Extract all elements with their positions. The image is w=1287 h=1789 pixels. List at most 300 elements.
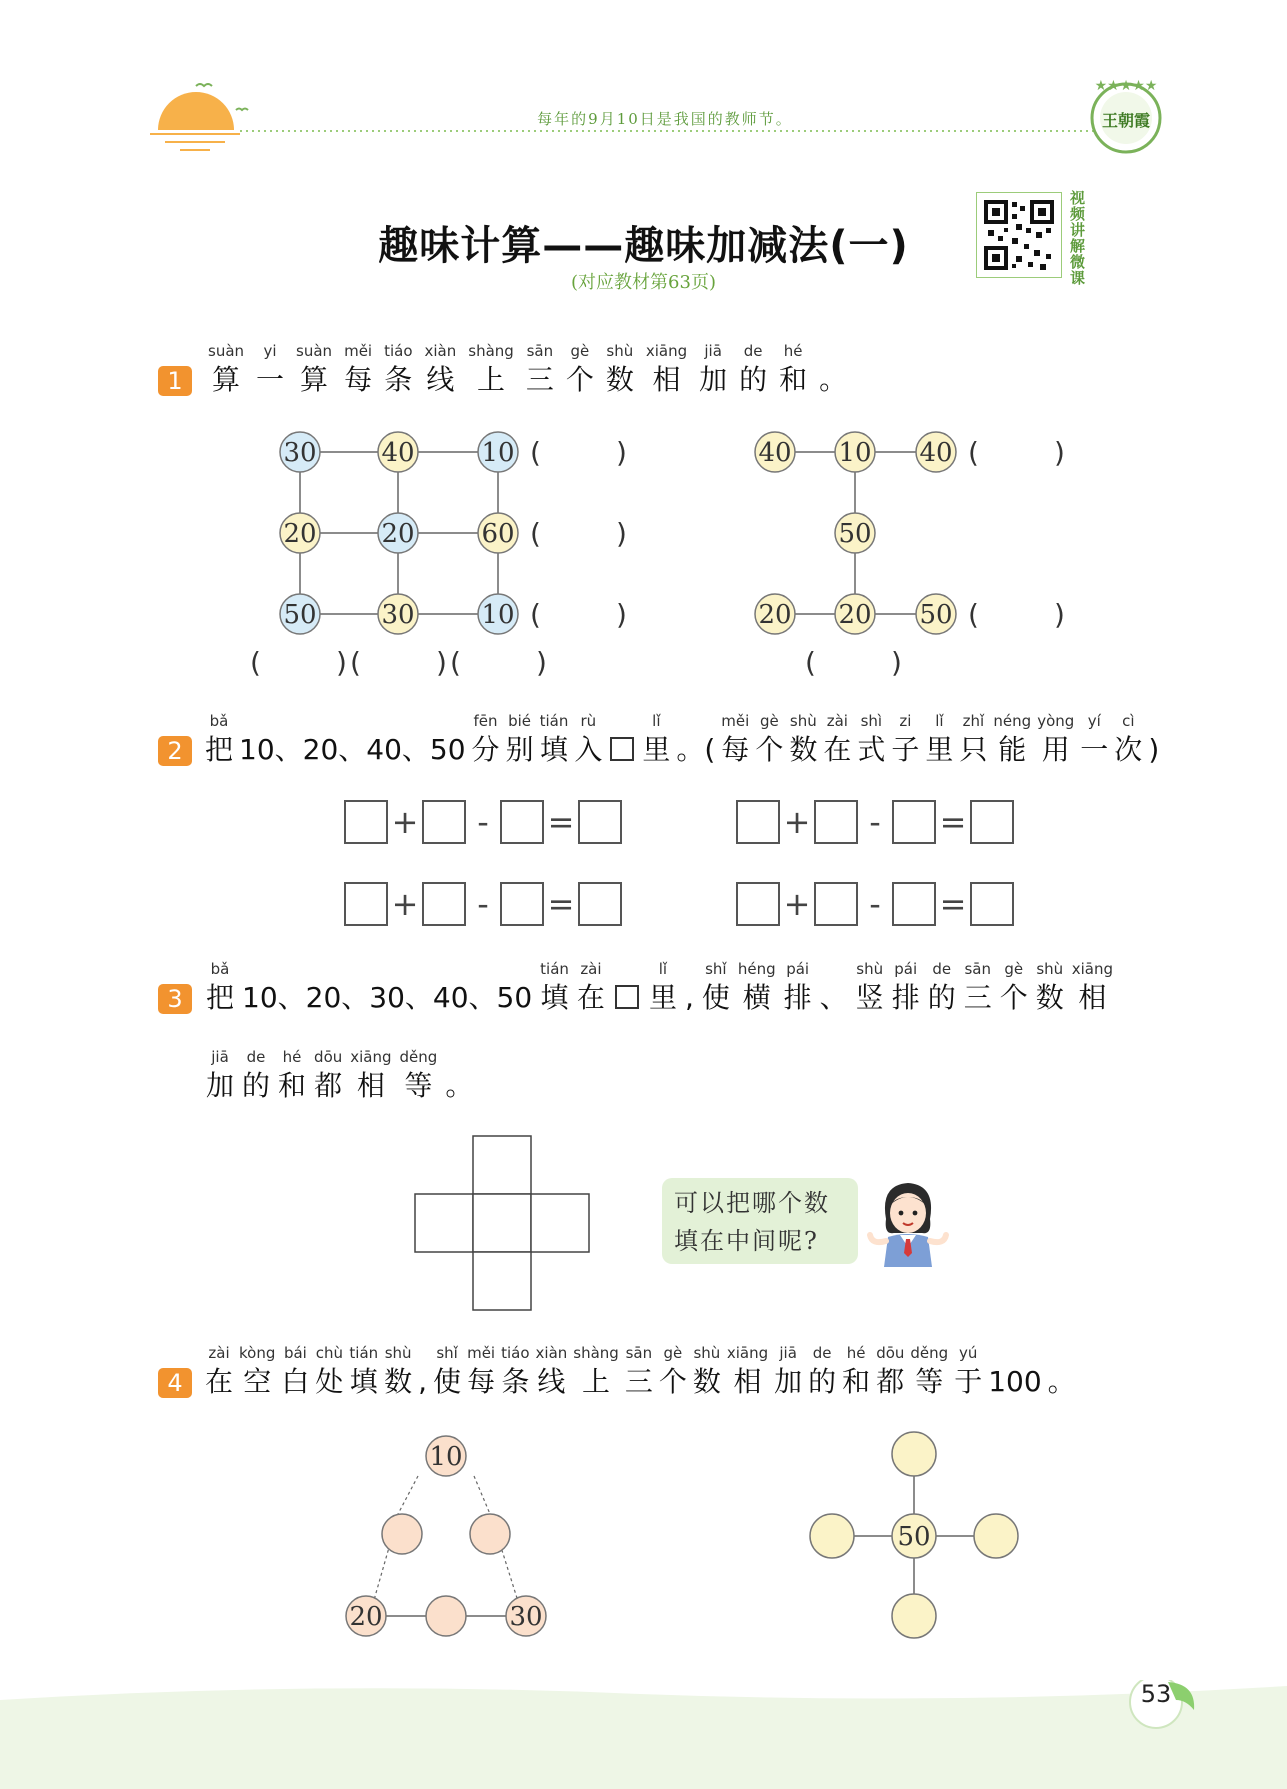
- hanzi: 数: [605, 363, 634, 396]
- hanzi: 白: [281, 1365, 310, 1398]
- ruby-char: [239, 1342, 275, 1400]
- pinyin: pái: [786, 960, 810, 978]
- node-value: 40: [758, 438, 792, 468]
- pinyin: shù: [693, 1344, 721, 1362]
- answer-box[interactable]: [344, 800, 388, 844]
- hanzi: 在: [823, 733, 852, 766]
- pinyin: chù: [315, 1344, 344, 1362]
- pinyin: lǐ: [652, 712, 661, 730]
- operator: =: [939, 885, 967, 923]
- ruby-char: [205, 710, 233, 768]
- hanzi: 算: [300, 363, 329, 396]
- blank-node[interactable]: [382, 1514, 422, 1554]
- brand-name: 王朝霞: [1101, 111, 1151, 130]
- inline-box-symbol: [613, 980, 641, 1016]
- hanzi: 使: [433, 1365, 462, 1398]
- pinyin: shàng: [468, 342, 514, 360]
- box-icon: [615, 985, 639, 1009]
- ruby-char: [1000, 958, 1028, 1016]
- pinyin: shǐ: [436, 1344, 458, 1362]
- hanzi: 线: [426, 363, 455, 396]
- answer-box[interactable]: [500, 800, 544, 844]
- ruby-char: [738, 958, 776, 1016]
- pinyin: zi: [899, 712, 912, 730]
- answer-box[interactable]: [892, 882, 936, 926]
- node-value: 20: [758, 600, 792, 630]
- operator: +: [783, 803, 811, 841]
- ruby-char: [349, 1342, 378, 1400]
- hanzi: 相: [1078, 981, 1107, 1014]
- hanzi: 的: [242, 1069, 271, 1102]
- ruby-char: [501, 1342, 529, 1400]
- hanzi: 别: [505, 733, 534, 766]
- hanzi: 数: [384, 1365, 413, 1398]
- ruby-char: [1148, 710, 1159, 768]
- svg-text:): ): [536, 646, 547, 679]
- operator: -: [477, 803, 489, 841]
- ruby-char: [433, 1342, 461, 1400]
- question-4-text: [202, 1342, 1079, 1400]
- pinyin: néng: [993, 712, 1032, 730]
- answer-box[interactable]: [970, 882, 1014, 926]
- ruby-char: [842, 1342, 870, 1400]
- ruby-char: [891, 710, 919, 768]
- blank-node[interactable]: [892, 1432, 936, 1476]
- hanzi: 在: [576, 981, 605, 1014]
- pinyin: shù: [856, 960, 884, 978]
- operator: -: [869, 885, 881, 923]
- pinyin: shù: [1036, 960, 1064, 978]
- ruby-char: [613, 958, 641, 1016]
- hanzi: 的: [739, 363, 768, 396]
- hanzi: 加: [699, 363, 728, 396]
- hanzi: 相: [652, 363, 681, 396]
- page-number: 53: [1140, 1680, 1172, 1708]
- hanzi: 式: [857, 733, 886, 766]
- pinyin: yi: [263, 342, 277, 360]
- pinyin: jiā: [704, 342, 722, 360]
- pinyin: tiáo: [384, 342, 413, 360]
- blank-node[interactable]: [426, 1596, 466, 1636]
- pinyin: bái: [283, 1344, 307, 1362]
- question-number-1: 1: [158, 366, 192, 396]
- answer-paren-col2[interactable]: (: [350, 646, 361, 679]
- ruby-char: [693, 1342, 721, 1400]
- ruby-char: [808, 1342, 836, 1400]
- node-value: 10: [838, 438, 872, 468]
- pinyin: zài: [208, 1344, 230, 1362]
- pinyin: shàng: [573, 1344, 619, 1362]
- pinyin: jiā: [211, 1048, 229, 1066]
- pinyin: xiāng: [645, 342, 688, 360]
- pinyin: kòng: [239, 1344, 276, 1362]
- hanzi: 每: [467, 1365, 496, 1398]
- svg-text:): ): [1054, 436, 1065, 469]
- answer-box[interactable]: [736, 882, 780, 926]
- pinyin: yòng: [1037, 712, 1075, 730]
- ruby-char: [659, 1342, 687, 1400]
- hanzi: 数: [1035, 981, 1064, 1014]
- ruby-char: [925, 710, 953, 768]
- answer-paren-vertical[interactable]: (: [805, 646, 816, 679]
- hanzi: 的: [927, 981, 956, 1014]
- sun-icon: [158, 92, 234, 130]
- hanzi: 使: [701, 981, 730, 1014]
- hanzi: ): [1148, 733, 1160, 766]
- ruby-char: [281, 1342, 309, 1400]
- answer-box[interactable]: [422, 882, 466, 926]
- ruby-char: [784, 958, 812, 1016]
- blank-node[interactable]: [974, 1514, 1018, 1558]
- ruby-char: [676, 710, 715, 768]
- node-value: 60: [481, 519, 515, 549]
- ruby-char: [467, 1342, 495, 1400]
- ruby-char: [256, 340, 284, 398]
- pinyin: děng: [910, 1344, 949, 1362]
- header-tip: 每年的9月10日是我国的教师节。: [537, 110, 793, 128]
- hanzi: 和: [278, 1069, 307, 1102]
- hanzi: 里: [648, 981, 677, 1014]
- hint-line-2: 填在中间呢?: [674, 1227, 819, 1255]
- answer-paren-row1[interactable]: (: [530, 436, 541, 469]
- qr-code-icon[interactable]: [976, 192, 1062, 278]
- ruby-char: [625, 1342, 653, 1400]
- hanzi: 。(: [676, 733, 716, 766]
- hanzi: 。: [445, 1069, 474, 1102]
- pinyin: gè: [663, 1344, 683, 1362]
- svg-text:): ): [1054, 598, 1065, 631]
- operator: =: [547, 885, 575, 923]
- answer-paren-row3[interactable]: (: [530, 598, 541, 631]
- question-number-4: 4: [158, 1368, 192, 1398]
- ruby-char: [242, 958, 532, 1016]
- hanzi: 三: [525, 363, 554, 396]
- ruby-char: [239, 710, 466, 768]
- pinyin: héng: [737, 960, 776, 978]
- hanzi: 次: [1114, 733, 1143, 766]
- cross-cell-top[interactable]: [473, 1136, 531, 1194]
- ruby-char: [789, 710, 817, 768]
- pinyin: cì: [1122, 712, 1135, 730]
- answer-box[interactable]: [970, 800, 1014, 844]
- ruby-char: [400, 1046, 438, 1104]
- node-value: 30: [283, 438, 317, 468]
- hanzi: 个: [755, 733, 784, 766]
- question-3-text-line1: [202, 958, 1117, 1016]
- answer-paren-top[interactable]: (: [968, 436, 979, 469]
- pinyin: shù: [606, 342, 634, 360]
- pinyin: fēn: [473, 712, 498, 730]
- ruby-char: [314, 1046, 342, 1104]
- question-1-text: [202, 340, 853, 398]
- pinyin: xiàn: [535, 1344, 568, 1362]
- ruby-char: [779, 340, 807, 398]
- blank-node[interactable]: [810, 1514, 854, 1558]
- ruby-char: [296, 340, 332, 398]
- pinyin: xiāng: [350, 1048, 392, 1066]
- bird-icon: [196, 84, 212, 86]
- hanzi: 和: [779, 363, 808, 396]
- ruby-char: [819, 340, 847, 398]
- hanzi: 空: [243, 1365, 272, 1398]
- ruby-char: [910, 1342, 948, 1400]
- pinyin: rù: [580, 712, 597, 730]
- ruby-char: [350, 1046, 391, 1104]
- node-value: 50: [838, 519, 872, 549]
- hanzi: ,: [418, 1365, 428, 1398]
- ruby-char: [774, 1342, 802, 1400]
- hanzi: 条: [384, 363, 413, 396]
- node-value: 20: [381, 519, 415, 549]
- pinyin: xiāng: [1071, 960, 1114, 978]
- hanzi: 在: [205, 1365, 234, 1398]
- hanzi: 里: [642, 733, 671, 766]
- pinyin: hé: [846, 1344, 866, 1362]
- ruby-char: [721, 710, 749, 768]
- pinyin: shǐ: [705, 960, 727, 978]
- hanzi: 。: [1047, 1365, 1076, 1398]
- answer-box[interactable]: [814, 800, 858, 844]
- ruby-char: [755, 710, 783, 768]
- ruby-char: [954, 1342, 982, 1400]
- answer-box[interactable]: [578, 882, 622, 926]
- ruby-char: [445, 1046, 473, 1104]
- pinyin: shù: [789, 712, 817, 730]
- svg-text:): ): [336, 646, 347, 679]
- ruby-char: [856, 958, 884, 1016]
- answer-box[interactable]: [892, 800, 936, 844]
- answer-paren-row2[interactable]: (: [530, 517, 541, 550]
- hanzi: 。: [819, 363, 848, 396]
- pinyin: tiáo: [501, 1344, 530, 1362]
- pinyin: dōu: [876, 1344, 905, 1362]
- pinyin: bié: [508, 712, 532, 730]
- ruby-char: [384, 340, 412, 398]
- hanzi: 入: [574, 733, 603, 766]
- pinyin: dōu: [314, 1048, 343, 1066]
- svg-text:): ): [616, 436, 627, 469]
- pinyin: sān: [625, 1344, 653, 1362]
- hanzi: 算: [212, 363, 241, 396]
- answer-paren-bottom[interactable]: (: [968, 598, 979, 631]
- pinyin: měi: [721, 712, 750, 730]
- ruby-char: [646, 340, 687, 398]
- hanzi: 横: [742, 981, 771, 1014]
- hanzi: 每: [344, 363, 373, 396]
- page-title: 趣味计算——趣味加减法(一): [378, 223, 909, 269]
- hanzi: 填: [540, 981, 569, 1014]
- hanzi: 数: [692, 1365, 721, 1398]
- hanzi: 等: [404, 1069, 433, 1102]
- hanzi: 每: [721, 733, 750, 766]
- ruby-char: [566, 340, 594, 398]
- svg-text:★★★★★: ★★★★★: [1094, 78, 1158, 94]
- hanzi: 能: [998, 733, 1027, 766]
- ruby-char: [425, 340, 457, 398]
- pinyin: hé: [282, 1048, 302, 1066]
- node-value: 30: [381, 600, 415, 630]
- ruby-char: [242, 1046, 270, 1104]
- question-3-text-line2: [202, 1046, 477, 1104]
- hanzi: 把: [206, 981, 235, 1014]
- ruby-char: [988, 1342, 1041, 1400]
- ruby-char: [823, 710, 851, 768]
- pinyin: sān: [526, 342, 554, 360]
- ruby-char: [208, 340, 244, 398]
- pinyin: de: [812, 1344, 832, 1362]
- cross-cell-center[interactable]: [473, 1194, 531, 1252]
- hanzi: 10、20、30、40、50: [242, 981, 533, 1014]
- hanzi: ,: [684, 981, 694, 1014]
- blank-node[interactable]: [892, 1594, 936, 1638]
- hanzi: 数: [789, 733, 818, 766]
- ruby-char: [1036, 958, 1064, 1016]
- svg-text:): ): [616, 517, 627, 550]
- operator: =: [939, 803, 967, 841]
- pinyin: zhǐ: [962, 712, 985, 730]
- pinyin: hé: [783, 342, 803, 360]
- ruby-char: [606, 340, 634, 398]
- ruby-char: [540, 710, 569, 768]
- ruby-char: [344, 340, 372, 398]
- ruby-char: [739, 340, 767, 398]
- hanzi: 子: [891, 733, 920, 766]
- ruby-char: [702, 958, 730, 1016]
- video-lesson-label: 视频讲解微课: [1068, 190, 1086, 286]
- hanzi: 条: [501, 1365, 530, 1398]
- cross-cell-left[interactable]: [415, 1194, 473, 1252]
- node-value: 50: [283, 600, 317, 630]
- svg-text:): ): [616, 598, 627, 631]
- node-value: 10: [481, 600, 515, 630]
- box-icon: [610, 737, 634, 761]
- answer-box[interactable]: [814, 882, 858, 926]
- cross-grid: [0, 1120, 640, 1320]
- answer-box[interactable]: [736, 800, 780, 844]
- hanzi: 排: [783, 981, 812, 1014]
- hanzi: 相: [733, 1365, 762, 1398]
- pinyin: de: [932, 960, 952, 978]
- hanzi: 三: [624, 1365, 653, 1398]
- equation-row: [736, 882, 1014, 926]
- pinyin: xiāng: [726, 1344, 769, 1362]
- textbook-reference: (对应教材第63页): [571, 272, 716, 293]
- ruby-char: [573, 1342, 619, 1400]
- hanzi: 100: [988, 1365, 1042, 1398]
- equation-row: [344, 882, 622, 926]
- ruby-char: [892, 958, 920, 1016]
- hint-line-1: 可以把哪个数: [674, 1189, 830, 1217]
- pinyin: zài: [580, 960, 602, 978]
- pinyin: lǐ: [935, 712, 944, 730]
- operator: +: [391, 803, 419, 841]
- node-value: 20: [349, 1602, 383, 1632]
- blank-node[interactable]: [470, 1514, 510, 1554]
- ruby-char: [649, 958, 677, 1016]
- pinyin: gè: [1004, 960, 1024, 978]
- answer-box[interactable]: [578, 800, 622, 844]
- hanzi: 于: [954, 1365, 983, 1398]
- cross-cell-bottom[interactable]: [473, 1252, 531, 1310]
- ruby-char: [993, 710, 1031, 768]
- pinyin: yí: [1087, 712, 1101, 730]
- operator: +: [391, 885, 419, 923]
- ruby-char: [685, 958, 694, 1016]
- hanzi: 一: [1080, 733, 1109, 766]
- hanzi: 里: [925, 733, 954, 766]
- question-number-2: 2: [158, 736, 192, 766]
- hanzi: 用: [1041, 733, 1070, 766]
- answer-box[interactable]: [422, 800, 466, 844]
- ruby-char: [540, 958, 569, 1016]
- node-value: 40: [381, 438, 415, 468]
- hint-speech-bubble: [662, 1178, 858, 1264]
- pinyin: yú: [959, 1344, 978, 1362]
- hanzi: 加: [774, 1365, 803, 1398]
- pinyin: de: [246, 1048, 266, 1066]
- node-value: 10: [429, 1442, 463, 1472]
- hanzi: 一: [256, 363, 285, 396]
- node-value: 50: [897, 1522, 931, 1552]
- ruby-char: [857, 710, 885, 768]
- pinyin: děng: [399, 1048, 438, 1066]
- answer-box[interactable]: [344, 882, 388, 926]
- hanzi: 个: [658, 1365, 687, 1398]
- ruby-char: [1037, 710, 1074, 768]
- hanzi: 把: [205, 733, 234, 766]
- cross-cell-right[interactable]: [531, 1194, 589, 1252]
- ruby-char: [820, 958, 848, 1016]
- hanzi: 等: [915, 1365, 944, 1398]
- ruby-char: [876, 1342, 904, 1400]
- pinyin: shù: [384, 1344, 412, 1362]
- header-decoration: [0, 0, 1287, 180]
- pinyin: bǎ: [209, 712, 229, 730]
- ruby-char: [608, 710, 636, 768]
- ruby-char: [1080, 710, 1108, 768]
- pinyin: tián: [539, 712, 569, 730]
- ruby-char: [727, 1342, 768, 1400]
- answer-box[interactable]: [500, 882, 544, 926]
- hanzi: 上: [582, 1365, 611, 1398]
- equation-row: [736, 800, 1014, 844]
- ruby-char: [959, 710, 987, 768]
- answer-paren-col3[interactable]: (: [450, 646, 461, 679]
- equation-row: [344, 800, 622, 844]
- operator: -: [477, 885, 489, 923]
- pinyin: pái: [894, 960, 918, 978]
- inline-box-symbol: [608, 732, 636, 768]
- operator: -: [869, 803, 881, 841]
- question-number-3: 3: [158, 984, 192, 1014]
- pinyin: suàn: [208, 342, 245, 360]
- pinyin: gè: [570, 342, 590, 360]
- answer-paren-col1[interactable]: (: [250, 646, 261, 679]
- ruby-char: [1072, 958, 1113, 1016]
- ruby-char: [315, 1342, 343, 1400]
- node-value: 50: [919, 600, 953, 630]
- question-4-diagrams: [0, 1420, 1287, 1650]
- hanzi: 个: [565, 363, 594, 396]
- hanzi: 分: [471, 733, 500, 766]
- ruby-char: [964, 958, 992, 1016]
- hanzi: 相: [356, 1069, 385, 1102]
- ruby-char: [526, 340, 554, 398]
- hanzi: 线: [537, 1365, 566, 1398]
- pinyin: zài: [826, 712, 848, 730]
- hanzi: 的: [808, 1365, 837, 1398]
- node-value: 40: [919, 438, 953, 468]
